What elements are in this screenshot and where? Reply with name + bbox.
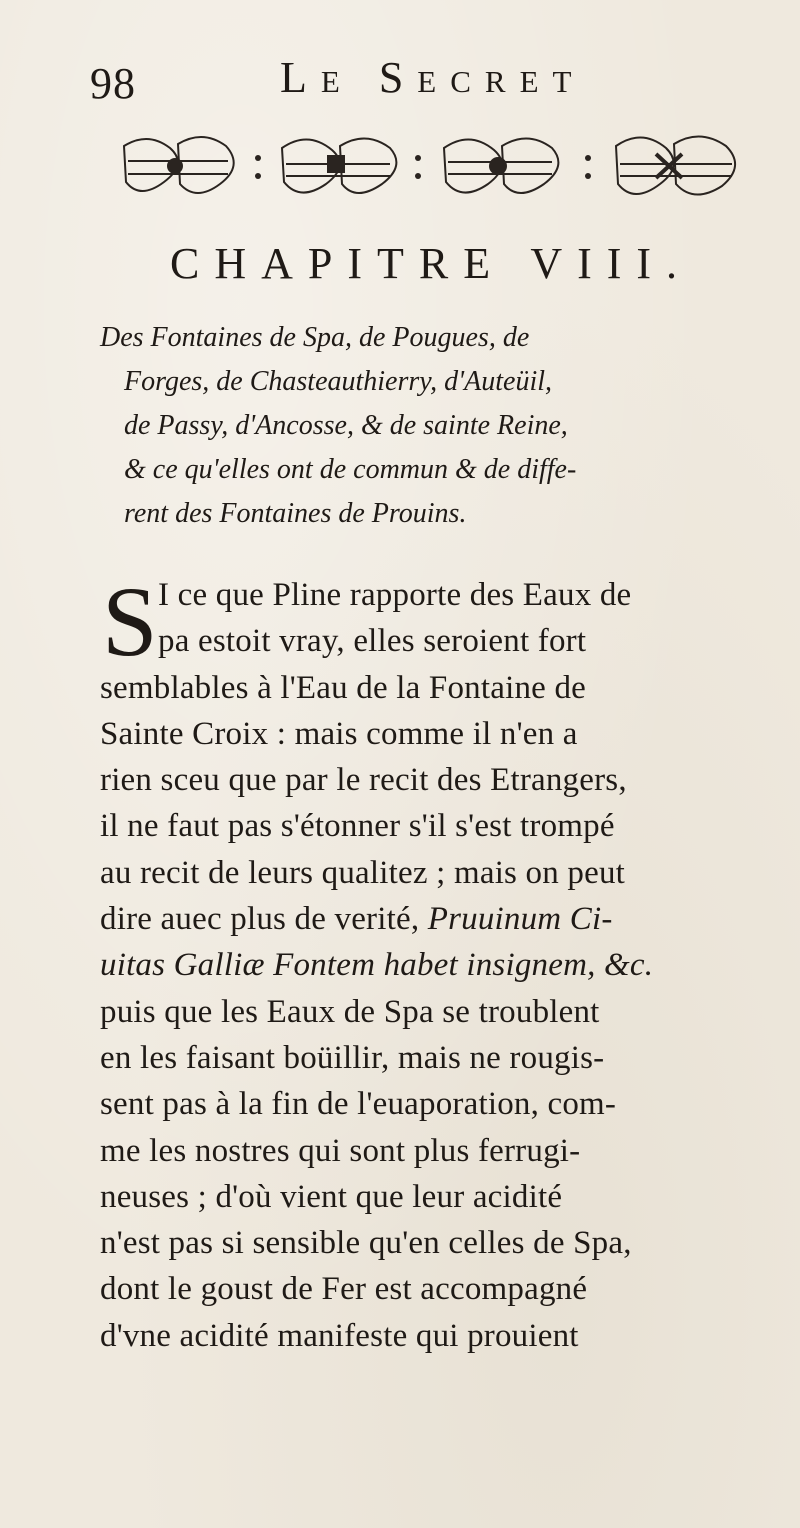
ornament-block-2	[282, 138, 396, 193]
body-line	[100, 896, 790, 942]
body-line: sent pas à la fin de l'euaporation, com-	[100, 1086, 617, 1123]
ornament-block-4	[616, 136, 735, 194]
chapter-summary	[100, 316, 780, 536]
body-line: puis que les Eaux de Spa se troublent	[100, 993, 600, 1030]
chapter-title: CHAPITRE VIII.	[170, 239, 693, 288]
drop-cap: S	[102, 566, 158, 677]
body-line: au recit de leurs qualitez ; mais on peut	[100, 854, 626, 891]
summary-line: Forges, de Chasteauthierry, d'Auteüil,	[124, 366, 553, 397]
body-line: n'est pas si sensible qu'en celles de Spa,	[100, 1225, 632, 1262]
printer-ornament-band	[118, 126, 772, 216]
body-line: dont le goust de Fer est accompagné	[100, 1271, 588, 1308]
body-line: semblables à l'Eau de la Fontaine de	[100, 669, 586, 706]
body-line: il ne faut pas s'étonner s'il s'est trompé	[100, 808, 615, 845]
summary-line: de Passy, d'Ancosse, & de sainte Reine,	[124, 410, 568, 441]
page-header	[90, 52, 770, 112]
summary-line: Des Fontaines de Spa, de Pougues, de	[100, 322, 530, 353]
summary-line: & ce qu'elles ont de commun & de diffe-	[124, 454, 577, 485]
page-number: 98	[90, 59, 136, 108]
body-line: me les nostres qui sont plus ferrugi-	[100, 1132, 581, 1169]
body-text	[100, 566, 790, 1359]
body-line: rien sceu que par le recit des Etrangers,	[100, 762, 627, 799]
summary-line: rent des Fontaines de Prouins.	[124, 498, 467, 529]
body-line: I ce que Pline rapporte des Eaux de	[158, 577, 632, 613]
body-line: neuses ; d'où vient que leur acidité	[100, 1178, 563, 1215]
body-line: d'vne acidité manifeste qui prouient	[100, 1317, 579, 1354]
body-line: Sainte Croix : mais comme il n'en a	[100, 715, 578, 752]
ornament-block-1	[124, 137, 234, 193]
body-line-roman: dire auec plus de verité,	[100, 901, 428, 938]
body-line-italic: Pruuinum Ci-	[427, 901, 613, 938]
body-line: en les faisant boüillir, mais ne rougis-	[100, 1039, 605, 1076]
ornament-block-3	[444, 138, 558, 193]
body-line: uitas Galliæ Fontem habet insignem, &c.	[100, 947, 654, 984]
body-line: pa estoit vray, elles seroient fort	[158, 623, 587, 660]
running-title: Le Secret	[280, 53, 586, 102]
